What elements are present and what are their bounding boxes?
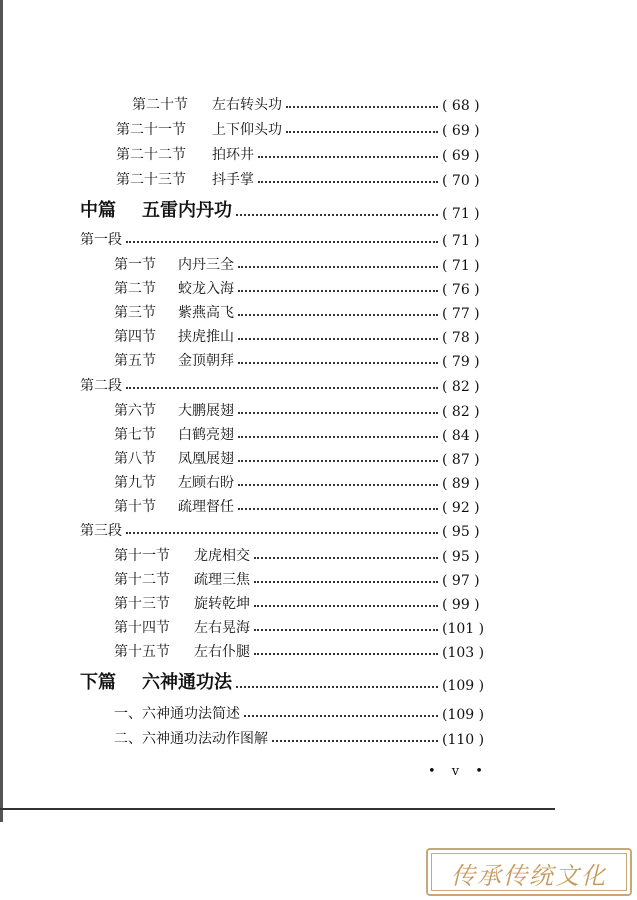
toc-segment-title: 第二段	[80, 378, 122, 394]
toc-leader-dots	[236, 214, 438, 216]
toc-page-ref: (103 )	[442, 645, 485, 661]
toc-leader-dots	[236, 686, 438, 688]
toc-row	[114, 726, 502, 748]
toc-section-title: 挟虎推山	[178, 329, 234, 345]
toc-page-ref: ( 87 )	[442, 452, 480, 468]
toc-leader-dots	[238, 460, 438, 462]
toc-section-title: 内丹三全	[178, 257, 234, 273]
toc-row	[80, 373, 502, 395]
toc-page-ref: ( 71 )	[442, 258, 480, 274]
toc-section-title: 紫燕高飞	[178, 305, 234, 321]
toc-page-ref: ( 78 )	[442, 330, 480, 346]
toc-row	[116, 117, 502, 139]
toc-section-title: 凤凰展翅	[178, 451, 234, 467]
toc-page-ref: (110 )	[442, 732, 485, 748]
toc-section-number: 第六节	[114, 403, 156, 419]
toc-section-number: 第二十一节	[116, 122, 186, 138]
toc-segment-title: 第三段	[80, 523, 122, 539]
toc-row	[114, 398, 502, 420]
toc-leader-dots	[126, 241, 438, 243]
page-left-edge	[0, 0, 3, 822]
toc-leader-dots	[254, 629, 438, 631]
toc-section-number: 第八节	[114, 451, 156, 467]
toc-leader-dots	[238, 412, 438, 414]
toc-leader-dots	[286, 131, 438, 133]
toc-page-ref: ( 82 )	[442, 404, 480, 420]
toc-leader-dots	[254, 581, 438, 583]
toc-section-number: 第四节	[114, 329, 156, 345]
toc-section-number: 第十二节	[114, 572, 170, 588]
toc-section-number: 第十一节	[114, 548, 170, 564]
toc-leader-dots	[238, 436, 438, 438]
toc-page-ref: ( 89 )	[442, 476, 480, 492]
toc-leader-dots	[238, 266, 438, 268]
toc-section-number: 第三节	[114, 305, 156, 321]
toc-leader-dots	[126, 387, 438, 389]
toc-section-title: 蛟龙入海	[178, 281, 234, 297]
toc-page-ref: (109 )	[442, 707, 485, 723]
toc-leader-dots	[238, 314, 438, 316]
toc-section-number: 第十三节	[114, 596, 170, 612]
toc-leader-dots	[258, 156, 438, 158]
toc-row	[114, 324, 502, 346]
toc-part-title: 五雷内丹功	[142, 200, 232, 221]
page-number: • v •	[428, 764, 489, 779]
toc-leader-dots	[254, 653, 438, 655]
toc-section-number: 第十五节	[114, 644, 170, 660]
toc-leader-dots	[272, 740, 438, 742]
toc-page-ref: ( 70 )	[442, 173, 480, 189]
toc-page-ref: ( 84 )	[442, 428, 480, 444]
toc-page-ref: ( 69 )	[442, 123, 480, 139]
toc-section-number: 第五节	[114, 353, 156, 369]
bottom-rule	[0, 808, 555, 810]
toc-row	[116, 167, 502, 189]
toc-page-ref: ( 71 )	[442, 206, 480, 222]
toc-page-ref: ( 92 )	[442, 500, 480, 516]
toc-section-title: 上下仰头功	[212, 122, 282, 138]
toc-leader-dots	[238, 484, 438, 486]
toc-page-ref: ( 79 )	[442, 354, 480, 370]
toc-page-ref: ( 77 )	[442, 306, 480, 322]
toc-section-title: 旋转乾坤	[194, 596, 250, 612]
toc-row	[80, 668, 502, 694]
toc-row	[114, 300, 502, 322]
toc-row	[114, 567, 502, 589]
toc-row	[114, 446, 502, 468]
toc-section-number: 第十四节	[114, 620, 170, 636]
toc-section-title: 抖手掌	[212, 172, 254, 188]
toc-row	[114, 422, 502, 444]
toc-row	[114, 615, 502, 637]
toc-part-number: 中篇	[80, 200, 116, 221]
toc-section-title: 六神通功法简述	[142, 706, 240, 722]
toc-leader-dots	[238, 362, 438, 364]
toc-section-title: 疏理督任	[178, 499, 234, 515]
toc-section-number: 第二十三节	[116, 172, 186, 188]
toc-row	[114, 348, 502, 370]
toc-segment-title: 第一段	[80, 232, 122, 248]
toc-row	[80, 196, 502, 222]
toc-section-title: 金顶朝拜	[178, 353, 234, 369]
toc-page-ref: ( 95 )	[442, 524, 480, 540]
toc-page-ref: ( 69 )	[442, 148, 480, 164]
toc-leader-dots	[286, 106, 438, 108]
toc-section-title: 左右转头功	[212, 97, 282, 113]
toc-section-number: 第二十节	[132, 97, 188, 113]
toc-section-number: 第七节	[114, 427, 156, 443]
toc-row	[114, 494, 502, 516]
toc-leader-dots	[244, 715, 438, 717]
toc-part-number: 下篇	[80, 672, 116, 693]
toc-section-number: 第一节	[114, 257, 156, 273]
toc-leader-dots	[238, 508, 438, 510]
toc-section-title: 疏理三焦	[194, 572, 250, 588]
toc-leader-dots	[254, 557, 438, 559]
toc-section-number: 二、	[114, 731, 142, 747]
toc-page-ref: (109 )	[442, 678, 485, 694]
toc-row	[80, 518, 502, 540]
toc-row	[80, 227, 502, 249]
toc-leader-dots	[126, 532, 438, 534]
toc-row	[114, 639, 502, 661]
toc-section-number: 第二十二节	[116, 147, 186, 163]
toc-section-title: 白鹤亮翅	[178, 427, 234, 443]
toc-page-ref: ( 68 )	[442, 98, 480, 114]
toc-row	[132, 92, 502, 114]
toc-row	[114, 591, 502, 613]
toc-page-ref: ( 71 )	[442, 233, 480, 249]
toc-row	[114, 252, 502, 274]
toc-leader-dots	[258, 181, 438, 183]
toc-section-number: 第九节	[114, 475, 156, 491]
watermark-logo	[426, 848, 632, 896]
toc-row	[116, 142, 502, 164]
toc-page-ref: ( 99 )	[442, 597, 480, 613]
toc-row	[114, 470, 502, 492]
toc-section-number: 第十节	[114, 499, 156, 515]
toc-section-title: 龙虎相交	[194, 548, 250, 564]
toc-section-title: 左右仆腿	[194, 644, 250, 660]
toc-part-title: 六神通功法	[142, 672, 232, 693]
toc-section-number: 一、	[114, 706, 142, 722]
toc-page-ref: ( 82 )	[442, 379, 480, 395]
toc-page-ref: ( 76 )	[442, 282, 480, 298]
toc-section-title: 大鹏展翅	[178, 403, 234, 419]
toc-section-title: 六神通功法动作图解	[142, 731, 268, 747]
watermark-text: 传承传统文化	[451, 862, 607, 890]
toc-row	[114, 701, 502, 723]
toc-page-ref: (101 )	[442, 621, 485, 637]
toc-leader-dots	[238, 338, 438, 340]
toc-section-number: 第二节	[114, 281, 156, 297]
toc-section-title: 拍环井	[212, 147, 254, 163]
toc-section-title: 左顾右盼	[178, 475, 234, 491]
toc-page-ref: ( 95 )	[442, 549, 480, 565]
toc-leader-dots	[238, 290, 438, 292]
toc-row	[114, 543, 502, 565]
toc-leader-dots	[254, 605, 438, 607]
toc-section-title: 左右晃海	[194, 620, 250, 636]
toc-page-ref: ( 97 )	[442, 573, 480, 589]
toc-row	[114, 276, 502, 298]
